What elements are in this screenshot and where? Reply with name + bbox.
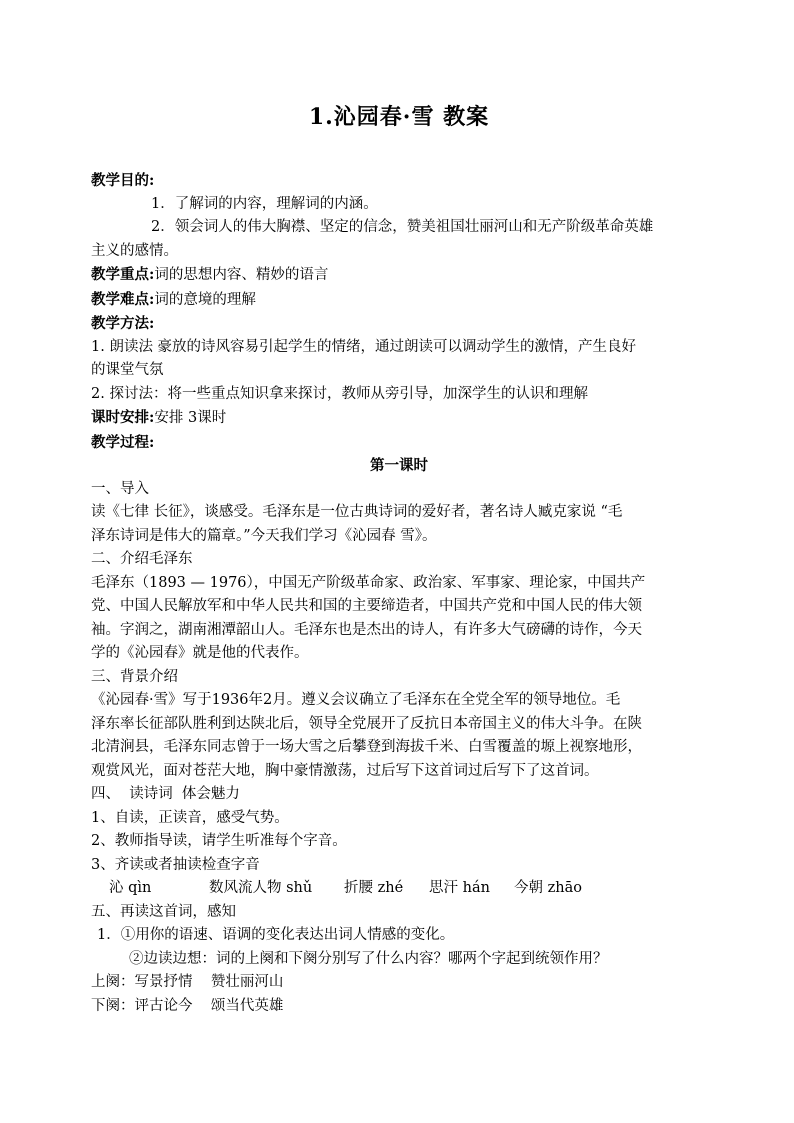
- schedule-text: 安排 3课时: [154, 410, 227, 426]
- key-points-text: 词的思想内容、精妙的语言: [154, 267, 329, 283]
- sec2-line-2: 党、中国人民解放军和中华人民共和国的主要缔造者，中国共产党和中国人民的伟大领: [91, 598, 642, 614]
- sec3-line-3: 北清涧县，毛泽东同志曾于一场大雪之后攀登到海拔千米、白雪覆盖的塬上视察地形，: [91, 739, 642, 755]
- schedule: [91, 406, 707, 431]
- sec1-line-1: 读《七律 长征》，谈感受。毛泽东是一位古典诗词的爱好者，著名诗人臧克家说 “毛: [91, 504, 623, 520]
- sec2-line-4: 学的《沁园春》就是他的代表作。: [91, 645, 309, 661]
- document-content: [91, 100, 707, 1018]
- pinyin-item-2: 数风流人物 shǔ: [209, 880, 313, 896]
- difficulties: [91, 288, 707, 313]
- key-points: [91, 263, 707, 288]
- method-item-1: 1. 朗读法 豪放的诗风容易引起学生的情绪，通过朗读可以调动学生的激情，产生良好: [91, 338, 637, 355]
- sec3-line-1: 《沁园春·雪》写于1936年2月。遵义会议确立了毛泽东在全党全军的领导地位。毛: [91, 692, 621, 708]
- process-label: 教学过程:: [91, 433, 155, 451]
- page-title: 1.沁园春·雪 教案: [308, 104, 490, 130]
- sec3-line-2: 泽东率长征部队胜利到达陕北后，领导全党展开了反抗日本帝国主义的伟大斗争。在陕: [91, 715, 642, 732]
- method-item-1-cont: 的课堂气氛: [91, 362, 164, 378]
- pinyin-item-5: 今朝 zhāo: [514, 880, 582, 896]
- difficulties-label: 教学难点:: [91, 290, 155, 308]
- pinyin-item-1: 沁 qìn: [109, 880, 152, 896]
- pinyin-item-4: 思汗 hán: [429, 880, 490, 896]
- sec2-line-3: 袖。字润之，湖南湘潭韶山人。毛泽东也是杰出的诗人，有许多大气磅礴的诗作，今天: [91, 621, 642, 638]
- goals-label: 教学目的:: [91, 172, 155, 189]
- sec5-heading: 五、再读这首词，感知: [91, 903, 236, 920]
- sec5-question-2: ②边读边想：词的上阕和下阕分别写了什么内容？哪两个字起到统领作用？: [129, 950, 608, 967]
- sec5-upper: 上阕：写景抒情 赞壮丽河山: [91, 974, 284, 990]
- sec5-lower: 下阕：评古论今 颂当代英雄: [91, 997, 284, 1014]
- difficulties-text: 词的意境的理解: [154, 291, 256, 308]
- pinyin-row: [91, 877, 707, 901]
- key-points-label: 教学重点:: [91, 266, 155, 283]
- sec2-heading: 二、介绍毛泽东: [91, 551, 193, 567]
- sec4-line-2: 2、教师指导读，请学生听准每个字音。: [91, 833, 347, 849]
- lesson1-heading: 第一课时: [370, 457, 428, 474]
- sec2-line-1: 毛泽东（1893 — 1976），中国无产阶级革命家、政治家、军事家、理论家，中国共产: [91, 574, 646, 591]
- sec5-question-1: 1．①用你的语速、语调的变化表达出词人情感的变化。: [97, 927, 455, 943]
- method-item-2: 2. 探讨法：将一些重点知识拿来探讨，教师从旁引导，加深学生的认识和理解: [91, 385, 588, 402]
- sec4-heading: 四、 读诗词 体会魅力: [91, 786, 240, 802]
- sec3-line-4: 观赏风光，面对苍茫大地，胸中豪情激荡，过后写下这首词过后写下了这首词。: [91, 762, 599, 779]
- sec4-line-1: 1、自读，正读音，感受气势。: [91, 809, 289, 826]
- goal-item-1: 1．了解词的内容，理解词的内涵。: [151, 195, 378, 212]
- goal-item-2-cont: 主义的感情。: [91, 242, 178, 259]
- sec4-line-3: 3、齐读或者抽读检查字音: [91, 856, 260, 873]
- pinyin-item-3: 折腰 zhé: [344, 880, 404, 896]
- sec3-heading: 三、背景介绍: [91, 668, 178, 685]
- sec1-heading: 一、导入: [91, 480, 149, 497]
- goal-item-2: 2．领会词人的伟大胸襟、坚定的信念，赞美祖国壮丽河山和无产阶级革命英雄: [151, 219, 654, 235]
- schedule-label: 课时安排:: [91, 409, 155, 426]
- methods-label: 教学方法:: [91, 315, 155, 332]
- sec1-line-2: 泽东诗词是伟大的篇章。”今天我们学习《沁园春 雪》。: [91, 527, 437, 544]
